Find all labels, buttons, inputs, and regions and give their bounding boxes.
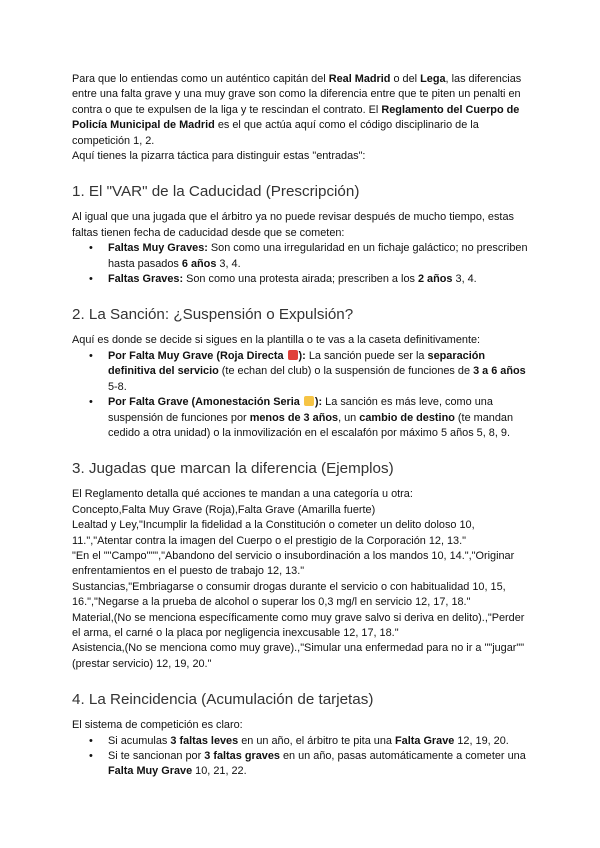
list-item-text: Si te sancionan por xyxy=(108,750,205,762)
list-item xyxy=(72,395,528,441)
section-4-heading: 4. La Reincidencia (Acumulación de tarjetas) xyxy=(72,691,374,709)
list-item-text: 10, 21, 22. xyxy=(192,765,247,778)
list-item-bold: cambio de destino xyxy=(359,411,455,424)
list-item xyxy=(72,241,528,272)
example-line: El Reglamento detalla qué acciones te mandan a una categoría u otra: xyxy=(72,488,413,501)
list-item-text: 5-8. xyxy=(108,380,127,393)
intro-bold-real-madrid: Real Madrid xyxy=(328,73,391,85)
example-line: Concepto,Falta Muy Grave (Roja),Falta Grave (Amarilla fuerte) xyxy=(72,503,376,516)
example-line: Lealtad y Ley,"Incumplir la fidelidad a la Constitución o cometer un delito doloso 10, 11.","Atentar contra la imagen del Cuerpo o el prestigio de la Corporación 12, 13." xyxy=(72,519,475,547)
list-item-bold: Por Falta Grave (Amonestación Seria xyxy=(108,396,303,409)
list-item-bold: 6 años xyxy=(181,257,217,270)
list-item-text: , un xyxy=(338,411,360,424)
list-item-text: en un año, el árbitro te pita una xyxy=(238,734,395,747)
list-item-bold: 3 faltas graves xyxy=(204,750,280,762)
list-item-text: (te mandan cedido a otra unidad) o la inmovilización en el escalafón por máximo 5 años 5, 8, 9. xyxy=(108,411,514,439)
list-item-bold: Falta Muy Grave xyxy=(108,765,193,778)
section-1-heading: 1. El "VAR" de la Caducidad (Prescripción) xyxy=(72,183,360,201)
example-line: "En el ""Campo""","Abandono del servicio o insubordinación a los mandos 10, 14.","Originar enfrentamientos en el puesto de trabajo 12, 13." xyxy=(72,549,515,578)
list-item-bold: ): xyxy=(298,349,306,362)
section-2-text: Aquí es donde se decide si sigues en la plantilla o te vas a la caseta definitivamente: xyxy=(72,334,481,347)
section-2-heading: 2. La Sanción: ¿Suspensión o Expulsión? xyxy=(72,306,354,324)
section-1-text: Al igual que una jugada que el árbitro ya no puede revisar después de mucho tiempo, estas faltas tienen fecha de caducidad desde que se cometen: xyxy=(72,211,514,239)
list-item-text: en un año, pasas automáticamente a cometer una xyxy=(279,750,526,762)
list-item-bold: Faltas Graves: xyxy=(108,273,184,286)
red-square-icon xyxy=(288,350,298,360)
list-item-text: 12, 19, 20. xyxy=(454,734,509,747)
section-3-heading: 3. Jugadas que marcan la diferencia (Ejemplos) xyxy=(72,460,394,478)
list-item-text: La sanción es más leve, como una suspensión de funciones por xyxy=(108,396,493,424)
intro-bold-reglamento: Reglamento del Cuerpo de Policía Municipal de Madrid xyxy=(72,103,520,132)
intro-text: Para que lo entiendas como un auténtico capitán del xyxy=(72,73,329,85)
list-item-bold: ): xyxy=(314,396,323,409)
list-item-text: Si acumulas xyxy=(108,734,171,747)
list-item-text: Son como una protesta airada; prescriben a los xyxy=(183,273,418,286)
list-item xyxy=(72,272,528,287)
section-4-list xyxy=(72,734,528,780)
list-item-bold: 3 faltas leves xyxy=(170,734,239,747)
list-item xyxy=(72,349,528,395)
list-item-text: 3, 4. xyxy=(452,273,477,286)
list-item-text: (te echan del club) o la suspensión de funciones de xyxy=(218,365,474,378)
section-1-list xyxy=(72,241,528,287)
list-item-bold: 3 a 6 años xyxy=(473,365,526,378)
intro-text: , las diferencias entre una falta grave y una muy grave son como la diferencia entre que te piten un penalti en contra o que te expulsen de la liga y te rescindan el contrato. El xyxy=(72,73,522,116)
intro-text: es el que actúa aquí como el código disciplinario de la competición 1, 2. xyxy=(72,119,479,147)
example-line: Asistencia,(No se menciona como muy grave).,"Simular una enfermedad para no ir a ""jugar"" (prestar servicio) 12, 19, 20." xyxy=(72,642,525,670)
intro-text: o del xyxy=(390,73,421,85)
intro-bold-lega: Lega xyxy=(420,73,446,85)
list-item-bold: separación definitiva del servicio xyxy=(108,349,486,378)
intro-paragraph-2: Aquí tienes la pizarra táctica para distinguir estas "entradas": xyxy=(72,150,366,163)
section-2-list xyxy=(72,349,528,441)
section-3-examples xyxy=(72,487,528,672)
section-4-text: El sistema de competición es claro: xyxy=(72,719,243,732)
example-line: Sustancias,"Embriagarse o consumir drogas durante el servicio o con habitualidad 10, 15, 16.","Negarse a la prueba de alcohol o superar los 0,3 mg/l en servicio 12, 17, 18." xyxy=(72,580,506,609)
example-line: Material,(No se menciona específicamente como muy grave salvo si deriva en delito).,"Perder el arma, el carné o la placa por negligencia inexcusable 12, 17, 18." xyxy=(72,611,525,639)
list-item-text: La sanción puede ser la xyxy=(305,349,428,362)
list-item-bold: Falta Grave xyxy=(395,734,455,747)
list-item-text: 3, 4. xyxy=(216,257,241,270)
list-item-bold: Faltas Muy Graves: xyxy=(108,242,208,255)
list-item xyxy=(72,734,528,749)
document-page xyxy=(72,72,528,780)
list-item xyxy=(72,749,528,780)
list-item-bold: menos de 3 años xyxy=(249,411,339,424)
list-item-text: Son como una irregularidad en un fichaje galáctico; no prescriben hasta pasados xyxy=(108,242,528,270)
list-item-bold: 2 años xyxy=(417,273,453,286)
intro-paragraph xyxy=(72,72,528,149)
yellow-square-icon xyxy=(304,396,314,406)
list-item-bold: Por Falta Muy Grave (Roja Directa xyxy=(108,349,287,362)
